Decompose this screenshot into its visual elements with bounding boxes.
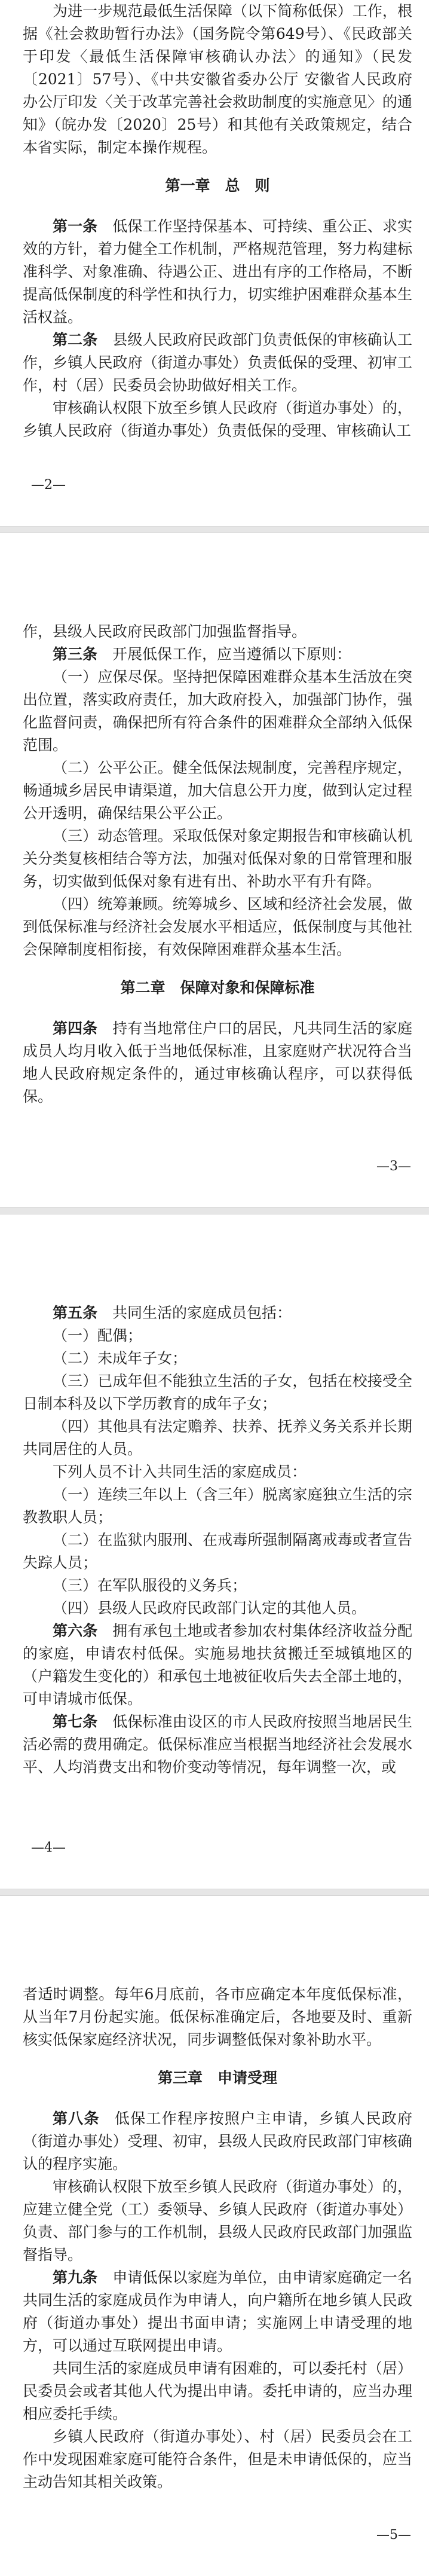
article-paragraph: [23, 1620, 412, 1711]
list-item: （一）连续三年以上（含三年）脱离家庭独立生活的宗教教职人员；: [23, 1486, 412, 1526]
article-text: 低保工作坚持保基本、可持续、重公正、求实效的方针，着力健全工作机制，严格规范管理，努力构建标准科学、对象准确、待遇公正、进出有序的工作格局，不断提高低保制度的科学性和执行力，切实维护困难群众基本生活权益。: [23, 218, 412, 326]
document-page: [0, 533, 429, 1207]
continued-paragraph: 者适时调整。每年6月底前，各市应确定本年度低保标准，从当年7月份起实施。低保标准确定后，各地要及时、重新核实低保家庭经济状况，同步调整低保对象补助水平。: [23, 1985, 412, 2048]
article-number: 第九条: [53, 2269, 98, 2286]
article-number: 第一条: [53, 218, 98, 235]
article-paragraph: [23, 643, 412, 666]
article-paragraph: [23, 2266, 412, 2357]
body-paragraph: 共同生活的家庭成员申请有困难的，可以委托村（居）民委员会或者其他人代为提出申请。委托申请的，应当办理相应委托手续。: [23, 2360, 412, 2422]
article-number: 第二条: [53, 331, 98, 348]
body-paragraph: 下列人员不计入共同生活的家庭成员：: [53, 1463, 307, 1480]
article-text: 低保标准由设区的市人民政府按照当地居民生活必需的费用确定。低保标准应当根据当地经济社会发展水平、人均消费支出和物价变动等情况，每年调整一次，或: [23, 1713, 412, 1776]
page-number: —2—: [31, 478, 66, 492]
chapter-heading: 第三章 申请受理: [157, 2069, 277, 2087]
article-text: 持有当地常住户口的居民，凡共同生活的家庭成员人均月收入低于当地低保标准，且家庭财产状况符合当地人民政府规定条件的，通过审核确认程序，可以获得低保。: [23, 1020, 412, 1105]
page-body: [23, 0, 412, 442]
article-text: 低保工作程序按照户主申请，乡镇人民政府（街道办事处）受理、初审，县级人民政府民政部门审核确认的程序实施。: [23, 2110, 412, 2173]
article-text: 拥有承包土地或者参加农村集体经济收益分配的家庭，申请农村低保。实施易地扶贫搬迁至城镇地区的（户籍发生变化的）和承包土地被征收后失去全部土地的，可申请城市低保。: [23, 1622, 412, 1708]
article-number: 第七条: [53, 1713, 98, 1730]
article-text: 开展低保工作，应当遵循以下原则：: [112, 645, 352, 663]
list-item: （四）统筹兼顾。统筹城乡、区域和经济社会发展，做到低保标准与经济社会发展水平相适应，低保制度与其他社会保障制度相衔接，有效保障困难群众基本生活。: [23, 895, 412, 958]
list-item: （二）未成年子女；: [53, 1350, 188, 1367]
list-item: （一）配偶；: [53, 1327, 143, 1344]
list-item: （三）已成年但不能独立生活的子女，包括在校接受全日制本科及以下学历教育的成年子女；: [23, 1372, 412, 1412]
body-paragraph: 审核确认权限下放至乡镇人民政府（街道办事处）的，乡镇人民政府（街道办事处）负责低保的受理、审核确认工: [23, 399, 412, 439]
article-paragraph: [23, 1017, 412, 1108]
page-number: —4—: [31, 1840, 66, 1855]
article-paragraph: [23, 329, 412, 397]
body-paragraph: 乡镇人民政府（街道办事处）、村（居）民委员会在工作中发现困难家庭可能符合条件，但是未申请低保的，应当主动告知其相关政策。: [23, 2428, 412, 2491]
preamble-paragraph: 为进一步规范最低生活保障（以下简称低保）工作，根据《社会救助暂行办法》（国务院令第649号）、《民政部关于印发〈最低生活保障审核确认办法〉的通知》（民发〔2021〕57号）、《中共安徽省委办公厅 安徽省人民政府办公厅印发〈关于改革完善社会救助制度的实施意见〉的通知》（皖办发〔2020〕25号）和其他有关政策规定，结合本省实际，制定本操作规程。: [23, 2, 412, 156]
article-number: 第六条: [53, 1622, 98, 1639]
article-number: 第八条: [53, 2110, 100, 2127]
document-page: [0, 0, 429, 526]
article-number: 第四条: [53, 1020, 98, 1037]
article-text: 申请低保以家庭为单位，由申请家庭确定一名共同生活的家庭成员作为申请人，向户籍所在地乡镇人民政府（街道办事处）提出书面申请；实施网上申请受理的地方，可以通过互联网提出申请。: [23, 2269, 412, 2354]
document-page: [0, 1896, 429, 2576]
article-number: 第三条: [53, 645, 98, 663]
page-body: [23, 620, 412, 1108]
page-separator: [0, 1889, 429, 1896]
page-separator: [0, 1207, 429, 1214]
chapter-heading: 第二章 保障对象和保障标准: [120, 979, 315, 996]
article-paragraph: [23, 1302, 412, 1324]
article-paragraph: [23, 215, 412, 329]
body-paragraph: 审核确认权限下放至乡镇人民政府（街道办事处）的，应建立健全党（工）委领导、乡镇人民政府（街道办事处）负责、部门参与的工作机制，县级人民政府民政部门加强监督指导。: [23, 2178, 412, 2263]
article-paragraph: [23, 1711, 412, 1779]
page-body: [23, 1302, 412, 1779]
article-number: 第五条: [53, 1304, 98, 1321]
article-text: 县级人民政府民政部门负责低保的审核确认工作，乡镇人民政府（街道办事处）负责低保的受理、初审工作，村（居）民委员会协助做好相关工作。: [23, 331, 412, 394]
list-item: （四）县级人民政府民政部门认定的其他人员。: [53, 1599, 367, 1617]
list-item: （三）在军队服役的义务兵；: [53, 1577, 247, 1594]
list-item: （一）应保尽保。坚持把保障困难群众基本生活放在突出位置，落实政府责任，加大政府投入，加强部门协作，强化监督问责，确保把所有符合条件的困难群众全部纳入低保范围。: [23, 668, 412, 754]
page-number: —5—: [376, 2528, 411, 2543]
continued-paragraph: 作，县级人民政府民政部门加强监督指导。: [23, 623, 307, 640]
list-item: （二）公平公正。健全低保法规制度，完善程序规定，畅通城乡居民申请渠道，加大信息公开力度，做到认定过程公开透明，确保结果公平公正。: [23, 759, 412, 822]
page-number: —3—: [376, 1159, 411, 1174]
page-body: [23, 1983, 412, 2494]
page-separator: [0, 526, 429, 533]
chapter-heading: 第一章 总 则: [165, 177, 270, 194]
document-page: [0, 1214, 429, 1889]
article-paragraph: [23, 2107, 412, 2176]
article-text: 共同生活的家庭成员包括：: [112, 1304, 292, 1321]
list-item: （三）动态管理。采取低保对象定期报告和审核确认机关分类复核相结合等方法，加强对低保对象的日常管理和服务，切实做到低保对象有进有出、补助水平有升有降。: [23, 827, 412, 890]
list-item: （二）在监狱内服刑、在戒毒所强制隔离戒毒或者宣告失踪人员；: [23, 1531, 412, 1571]
list-item: （四）其他具有法定赡养、扶养、抚养义务关系并长期共同居住的人员。: [23, 1418, 412, 1458]
